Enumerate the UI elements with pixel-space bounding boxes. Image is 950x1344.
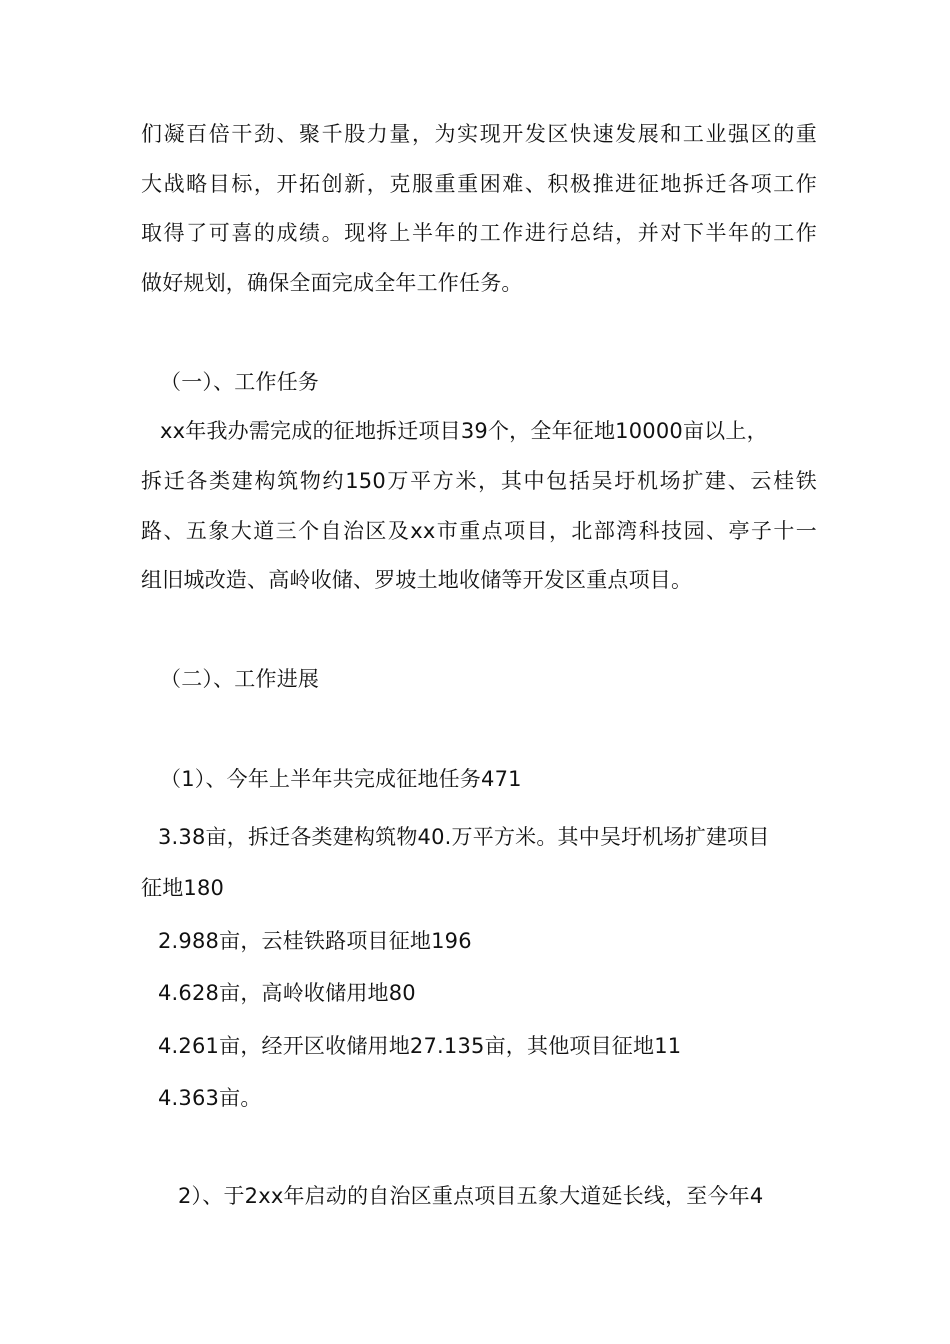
item-1-line-5: 4.261亩，经开区收储用地27.135亩，其他项目征地11 <box>158 1034 682 1058</box>
item-1-line-3: 2.988亩，云桂铁路项目征地196 <box>158 929 472 953</box>
item-1-heading: （1）、今年上半年共完成征地任务471 <box>160 767 522 791</box>
section-1-line-1: xx年我办需完成的征地拆迁项目39个，全年征地10000亩以上， <box>160 419 768 443</box>
section-1-line-2: 拆迁各类建构筑物约150万平方米，其中包括吴圩机场扩建、云桂铁 <box>141 469 817 493</box>
intro-line-1: 们凝百倍干劲、聚千股力量，为实现开发区快速发展和工业强区的重 <box>141 122 817 146</box>
intro-line-2: 大战略目标，开拓创新，克服重重困难、积极推进征地拆迁各项工作 <box>141 172 817 196</box>
section-1-line-3: 路、五象大道三个自治区及xx市重点项目，北部湾科技园、亭子十一 <box>141 519 817 543</box>
item-1-line-4: 4.628亩，高岭收储用地80 <box>158 981 416 1005</box>
item-1-line-1: 3.38亩，拆迁各类建构筑物40.万平方米。其中吴圩机场扩建项目 <box>158 825 770 849</box>
intro-line-3: 取得了可喜的成绩。现将上半年的工作进行总结，并对下半年的工作 <box>141 221 817 245</box>
section-2-heading: （二）、工作进展 <box>160 667 320 691</box>
section-1-line-4: 组旧城改造、高岭收储、罗坡土地收储等开发区重点项目。 <box>141 568 693 592</box>
intro-line-4: 做好规划，确保全面完成全年工作任务。 <box>141 271 523 295</box>
item-2-line-1: 2）、于2xx年启动的自治区重点项目五象大道延长线，至今年4 <box>178 1184 764 1208</box>
item-1-line-6: 4.363亩。 <box>158 1086 262 1110</box>
item-1-line-2: 征地180 <box>141 876 225 900</box>
section-1-heading: （一）、工作任务 <box>160 370 320 394</box>
